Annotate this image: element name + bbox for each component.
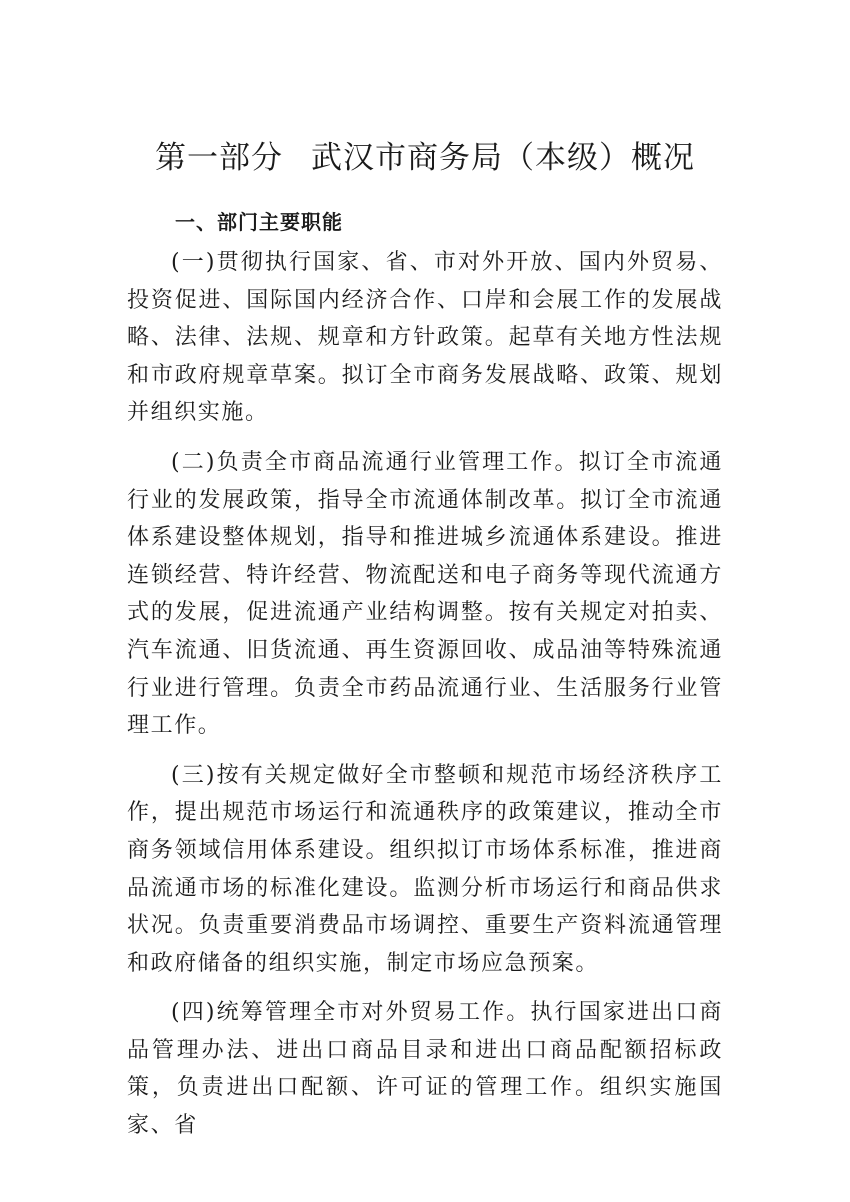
section-heading: 一、部门主要职能 [175, 210, 343, 234]
title-part-label: 第一部分 [155, 140, 283, 176]
paragraph-4: (四)统筹管理全市对外贸易工作。执行国家进出口商品管理办法、进出口商品目录和进出口商品配额招标政策，负责进出口配额、许可证的管理工作。组织实施国家、省 [127, 1000, 723, 1139]
title-main-label: 武汉市商务局（本级）概况 [311, 140, 695, 176]
body-text [127, 244, 723, 1157]
paragraph-2: (二)负责全市商品流通行业管理工作。拟订全市流通行业的发展政策，指导全市流通体制改革。拟订全市流通体系建设整体规划，指导和推进城乡流通体系建设。推进连锁经营、特许经营、物流配送和电子商务等现代流通方式的发展，促进流通产业结构调整。按有关规定对拍卖、汽车流通、旧货流通、再生资源回收、成品油等特殊流通行业进行管理。负责全市药品流通行业、生活服务行业管理工作。 [127, 449, 723, 739]
paragraph-1: (一)贯彻执行国家、省、市对外开放、国内外贸易、投资促进、国际国内经济合作、口岸和会展工作的发展战略、法律、法规、规章和方针政策。起草有关地方性法规和市政府规章草案。拟订全市商务发展战略、政策、规划并组织实施。 [127, 250, 723, 426]
paragraph-3: (三)按有关规定做好全市整顿和规范市场经济秩序工作，提出规范市场运行和流通秩序的政策建议，推动全市商务领域信用体系建设。组织拟订市场体系标准，推进商品流通市场的标准化建设。监测分析市场运行和商品供求状况。负责重要消费品市场调控、重要生产资料流通管理和政府储备的组织实施，制定市场应急预案。 [127, 762, 723, 976]
page-title [0, 132, 850, 177]
